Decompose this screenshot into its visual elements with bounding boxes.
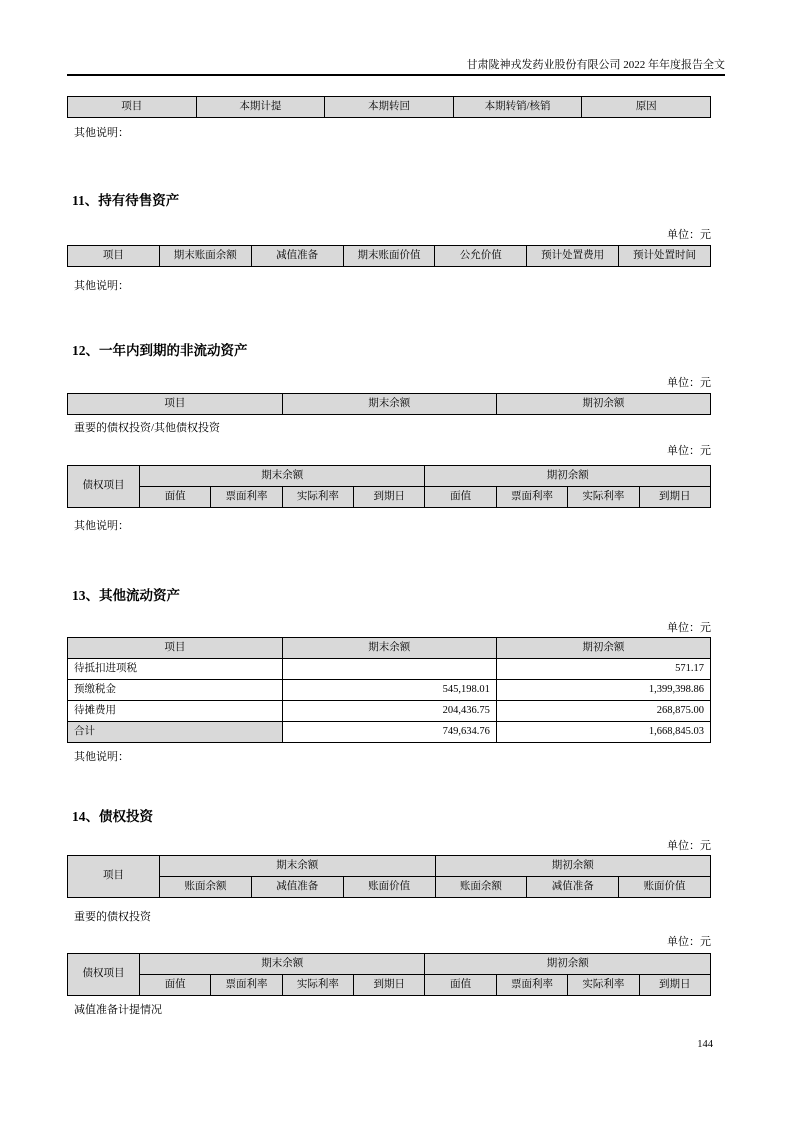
col-header-item: 项目 bbox=[68, 394, 283, 415]
sub-header-coupon-rate: 票面利率 bbox=[211, 975, 282, 996]
other-notes-label-3: 其他说明： bbox=[74, 520, 129, 532]
sub-header-effective-rate: 实际利率 bbox=[568, 975, 639, 996]
total-row-label: 合计 bbox=[68, 722, 283, 743]
group-header-beginning-balance: 期初余额 bbox=[425, 954, 711, 975]
debt-investment-detail-table-s14 bbox=[67, 953, 711, 996]
page-number: 144 bbox=[697, 1039, 713, 1050]
sub-header-face-value: 面值 bbox=[140, 487, 211, 508]
col-header-ending-book-value: 期末账面价值 bbox=[343, 246, 435, 267]
sub-header-maturity-date: 到期日 bbox=[354, 975, 425, 996]
row-beginning-value: 571.17 bbox=[496, 659, 710, 680]
sub-header-effective-rate: 实际利率 bbox=[282, 975, 353, 996]
total-beginning-value: 1,668,845.03 bbox=[496, 722, 710, 743]
section-12-title: 12、一年内到期的非流动资产 bbox=[72, 343, 248, 358]
sub-header-effective-rate: 实际利率 bbox=[568, 487, 639, 508]
sub-header-face-value: 面值 bbox=[425, 487, 496, 508]
debt-investments-summary-table bbox=[67, 855, 711, 898]
section-13-title: 13、其他流动资产 bbox=[72, 588, 180, 603]
sub-header-impairment-provision: 减值准备 bbox=[527, 877, 619, 898]
row-item-label: 预缴税金 bbox=[68, 680, 283, 701]
col-header-current-reversal: 本期转回 bbox=[325, 97, 454, 118]
col-header-reason: 原因 bbox=[582, 97, 711, 118]
col-header-ending-book-balance: 期末账面余额 bbox=[159, 246, 251, 267]
sub-header-face-value: 面值 bbox=[425, 975, 496, 996]
col-header-current-writeoff: 本期转销/核销 bbox=[453, 97, 582, 118]
other-notes-label-1: 其他说明： bbox=[74, 127, 129, 139]
section-11-title: 11、持有待售资产 bbox=[72, 193, 180, 208]
col-header-impairment-provision: 减值准备 bbox=[251, 246, 343, 267]
col-header-current-accrual: 本期计提 bbox=[196, 97, 325, 118]
col-header-ending-balance: 期末余额 bbox=[282, 638, 496, 659]
col-header-expected-disposal-cost: 预计处置费用 bbox=[527, 246, 619, 267]
impairment-provision-note: 减值准备计提情况 bbox=[74, 1004, 162, 1016]
group-header-ending-balance: 期末余额 bbox=[140, 466, 425, 487]
row-item-label: 待抵扣进项税 bbox=[68, 659, 283, 680]
col-header-debt-item: 债权项目 bbox=[68, 466, 140, 508]
sub-header-coupon-rate: 票面利率 bbox=[496, 975, 567, 996]
unit-label-s12a: 单位：元 bbox=[667, 377, 711, 389]
table-row bbox=[68, 680, 711, 701]
sub-header-book-value: 账面价值 bbox=[619, 877, 711, 898]
important-debt-investments-note-2: 重要的债权投资 bbox=[74, 911, 151, 923]
sub-header-coupon-rate: 票面利率 bbox=[211, 487, 282, 508]
unit-label-s12b: 单位：元 bbox=[667, 445, 711, 457]
table-row bbox=[68, 701, 711, 722]
col-header-ending-balance: 期末余额 bbox=[282, 394, 496, 415]
sub-header-maturity-date: 到期日 bbox=[639, 975, 710, 996]
row-ending-value bbox=[282, 659, 496, 680]
sub-header-book-value: 账面价值 bbox=[343, 877, 435, 898]
row-beginning-value: 1,399,398.86 bbox=[496, 680, 710, 701]
table-row-total bbox=[68, 722, 711, 743]
total-ending-value: 749,634.76 bbox=[282, 722, 496, 743]
col-header-item: 项目 bbox=[68, 856, 160, 898]
sub-header-effective-rate: 实际利率 bbox=[282, 487, 353, 508]
other-notes-label-4: 其他说明： bbox=[74, 751, 129, 763]
row-item-label: 待摊费用 bbox=[68, 701, 283, 722]
group-header-ending-balance: 期末余额 bbox=[140, 954, 425, 975]
unit-label-s11: 单位：元 bbox=[667, 229, 711, 241]
assets-held-for-sale-table bbox=[67, 245, 711, 267]
report-header-title: 甘肃陇神戎发药业股份有限公司 2022 年年度报告全文 bbox=[466, 59, 725, 71]
impairment-provision-table bbox=[67, 96, 711, 118]
table-row bbox=[68, 659, 711, 680]
unit-label-s13: 单位：元 bbox=[667, 622, 711, 634]
col-header-item: 项目 bbox=[68, 638, 283, 659]
col-header-expected-disposal-time: 预计处置时间 bbox=[619, 246, 711, 267]
group-header-ending-balance: 期末余额 bbox=[160, 856, 435, 877]
group-header-beginning-balance: 期初余额 bbox=[425, 466, 711, 487]
row-ending-value: 204,436.75 bbox=[282, 701, 496, 722]
unit-label-s14b: 单位：元 bbox=[667, 936, 711, 948]
header-rule bbox=[67, 74, 725, 76]
col-header-item: 项目 bbox=[68, 97, 197, 118]
sub-header-face-value: 面值 bbox=[140, 975, 211, 996]
group-header-beginning-balance: 期初余额 bbox=[435, 856, 711, 877]
col-header-fair-value: 公允价值 bbox=[435, 246, 527, 267]
row-beginning-value: 268,875.00 bbox=[496, 701, 710, 722]
col-header-beginning-balance: 期初余额 bbox=[496, 638, 710, 659]
sub-header-maturity-date: 到期日 bbox=[639, 487, 710, 508]
other-notes-label-2: 其他说明： bbox=[74, 280, 129, 292]
col-header-item: 项目 bbox=[68, 246, 160, 267]
sub-header-book-balance: 账面余额 bbox=[435, 877, 527, 898]
col-header-debt-item: 债权项目 bbox=[68, 954, 140, 996]
col-header-beginning-balance: 期初余额 bbox=[496, 394, 710, 415]
important-debt-investments-note: 重要的债权投资/其他债权投资 bbox=[74, 422, 221, 434]
sub-header-coupon-rate: 票面利率 bbox=[496, 487, 567, 508]
section-14-title: 14、债权投资 bbox=[72, 809, 153, 824]
row-ending-value: 545,198.01 bbox=[282, 680, 496, 701]
sub-header-book-balance: 账面余额 bbox=[160, 877, 252, 898]
noncurrent-due-within-year-table bbox=[67, 393, 711, 415]
debt-investment-detail-table-s12 bbox=[67, 465, 711, 508]
unit-label-s14a: 单位：元 bbox=[667, 840, 711, 852]
other-current-assets-table bbox=[67, 637, 711, 743]
sub-header-maturity-date: 到期日 bbox=[354, 487, 425, 508]
sub-header-impairment-provision: 减值准备 bbox=[251, 877, 343, 898]
